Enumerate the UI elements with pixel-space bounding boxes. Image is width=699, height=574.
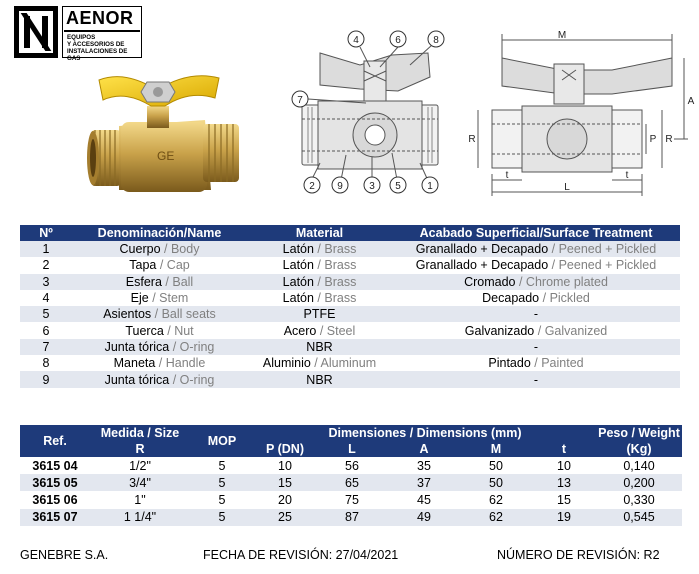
material-material: Latón / Brass: [247, 241, 392, 257]
material-name: Asientos / Ball seats: [72, 306, 247, 322]
material-row: [20, 290, 680, 306]
material-name: Eje / Stem: [130, 291, 189, 306]
dimension-m: 62: [489, 492, 503, 507]
callout-1: 1: [427, 181, 433, 192]
dimension-ref: 3615 05: [20, 474, 90, 491]
dimension-t: 10: [557, 458, 571, 473]
dim-label-p: P: [649, 134, 657, 145]
material-row: [20, 371, 680, 387]
dimensions-header-row-1: [20, 425, 682, 441]
dimension-l: 75: [345, 492, 359, 507]
material-finish: Galvanizado / Galvanized: [464, 323, 608, 338]
aenor-mark: [14, 6, 58, 58]
material-material: Aluminio / Aluminum: [262, 356, 377, 371]
material-name: Tapa / Cap: [129, 258, 190, 273]
callout-4: 4: [353, 35, 359, 46]
dimension-row: [20, 457, 682, 474]
materials-header-row: [20, 225, 680, 241]
material-row: [20, 274, 680, 290]
material-no: 4: [42, 291, 50, 306]
material-no: 9: [20, 371, 72, 387]
dimension-t: 15: [557, 492, 571, 507]
header-ref: Ref.: [20, 425, 90, 457]
material-no: 7: [20, 339, 72, 355]
dimension-t: 19: [532, 509, 596, 526]
dim-label-r-right: R: [665, 134, 673, 145]
dimension-mop: 5: [190, 509, 254, 526]
dimension-p: 10: [278, 458, 292, 473]
material-material: Latón / Brass: [282, 291, 357, 306]
dimension-row: [20, 491, 682, 508]
dim-label-t-right: t: [625, 170, 629, 181]
dimension-ref: 3615 06: [32, 492, 78, 507]
callout-3: 3: [369, 181, 375, 192]
section-drawing: [280, 25, 455, 200]
material-row: [20, 257, 680, 273]
material-finish: Cromado / Chrome plated: [392, 274, 680, 290]
material-finish: Pintado / Painted: [488, 356, 584, 371]
dimension-row: [20, 474, 682, 491]
material-name: Esfera / Ball: [72, 274, 247, 290]
dim-label-l: L: [564, 182, 570, 193]
dimension-row: [20, 509, 682, 526]
header-no: Nº: [20, 225, 72, 241]
material-no: 1: [20, 241, 72, 257]
dim-label-t-left: t: [505, 170, 509, 181]
material-row: [20, 241, 680, 257]
material-material: Latón / Brass: [282, 258, 357, 273]
dimension-kg: 0,200: [596, 474, 682, 491]
header-material: Material: [247, 225, 392, 241]
material-no: 2: [42, 258, 50, 273]
material-row: [20, 306, 680, 322]
material-name: Cuerpo / Body: [72, 241, 247, 257]
header-name: Denominación/Name: [72, 225, 247, 241]
header-p: P (DN): [254, 441, 316, 457]
aenor-brand: AENOR: [66, 8, 134, 28]
material-no: 8: [42, 356, 50, 371]
footer-revision-date: FECHA DE REVISIÓN: 27/04/2021: [203, 548, 399, 562]
material-material: NBR: [247, 371, 392, 387]
header-m: M: [460, 441, 532, 457]
material-name: Junta tórica / O-ring: [72, 339, 247, 355]
header-t: t: [532, 441, 596, 457]
callout-6: 6: [395, 35, 401, 46]
dimension-r: 1 1/4": [90, 509, 190, 526]
header-finish: Acabado Superficial/Surface Treatment: [392, 225, 680, 241]
dimension-kg: 0,330: [623, 492, 655, 507]
material-row: [20, 355, 680, 371]
dimensions-header-row-2: [20, 441, 682, 457]
dimension-m: 62: [460, 509, 532, 526]
dimension-kg: 0,545: [596, 509, 682, 526]
dimension-l: 87: [316, 509, 388, 526]
dim-label-r-left: R: [468, 134, 476, 145]
header-weight-kg: (Kg): [596, 441, 682, 457]
dimensions-body: [20, 457, 682, 526]
materials-body: [20, 241, 680, 388]
aenor-subtitle: EQUIPOS Y ACCESORIOS DE INSTALACIONES DE GAS: [67, 34, 128, 62]
material-no: 3: [20, 274, 72, 290]
header-weight: Peso / Weight: [596, 425, 682, 441]
materials-table: [20, 225, 680, 388]
material-row: [20, 322, 680, 338]
header-size: Medida / Size: [90, 425, 190, 441]
footer-revision-number: NÚMERO DE REVISIÓN: R2: [497, 548, 660, 562]
dimension-a: 45: [417, 492, 431, 507]
callout-5: 5: [395, 181, 401, 192]
dim-label-a: A: [687, 96, 695, 107]
dimension-a: 35: [417, 458, 431, 473]
dimension-mop: 5: [218, 458, 226, 473]
header-mop: MOP: [190, 425, 254, 457]
material-material: Latón / Brass: [247, 274, 392, 290]
dim-label-m: M: [557, 30, 567, 41]
dimension-a: 49: [388, 509, 460, 526]
dimension-m: 50: [489, 458, 503, 473]
dimension-p: 25: [254, 509, 316, 526]
material-no: 6: [42, 323, 50, 338]
material-finish: Decapado / Pickled: [482, 291, 590, 306]
material-material: PTFE: [247, 306, 392, 322]
dimension-r: 1/2": [129, 458, 151, 473]
callout-9: 9: [337, 181, 343, 192]
dimension-mop: 5: [218, 492, 226, 507]
material-finish: -: [392, 371, 680, 387]
dimension-mop: 5: [190, 474, 254, 491]
material-finish: Granallado + Decapado / Peened + Pickled: [415, 258, 657, 273]
dimensions-table: [20, 425, 682, 526]
header-a: A: [388, 441, 460, 457]
header-size-r: R: [90, 441, 190, 457]
material-finish: -: [392, 339, 680, 355]
header-l: L: [316, 441, 388, 457]
dimension-p: 15: [254, 474, 316, 491]
material-row: [20, 339, 680, 355]
material-name: Maneta / Handle: [113, 356, 206, 371]
material-material: Acero / Steel: [283, 323, 356, 338]
callout-2: 2: [309, 181, 315, 192]
dimension-t: 13: [532, 474, 596, 491]
dimension-r: 1": [134, 492, 146, 507]
material-material: NBR: [247, 339, 392, 355]
material-name: Junta tórica / O-ring: [72, 371, 247, 387]
dimension-r: 3/4": [90, 474, 190, 491]
dimension-m: 50: [460, 474, 532, 491]
dimension-kg: 0,140: [623, 458, 655, 473]
material-finish: -: [392, 306, 680, 322]
material-finish: Granallado + Decapado / Peened + Pickled: [392, 241, 680, 257]
aenor-logo: [14, 6, 142, 62]
svg-text:GE: GE: [157, 149, 175, 163]
dimension-a: 37: [388, 474, 460, 491]
dimension-p: 20: [278, 492, 292, 507]
dimension-ref: 3615 07: [20, 509, 90, 526]
callout-7: 7: [297, 95, 303, 106]
dimension-l: 56: [345, 458, 359, 473]
material-name: Tuerca / Nut: [125, 323, 194, 338]
callout-8: 8: [433, 35, 439, 46]
dimension-ref: 3615 04: [32, 458, 78, 473]
material-no: 5: [20, 306, 72, 322]
footer-company: GENEBRE S.A.: [20, 548, 109, 562]
header-dimensions: Dimensiones / Dimensions (mm): [254, 425, 596, 441]
dimension-drawing: [462, 28, 695, 200]
dimension-l: 65: [316, 474, 388, 491]
valve-photo: [85, 60, 245, 200]
